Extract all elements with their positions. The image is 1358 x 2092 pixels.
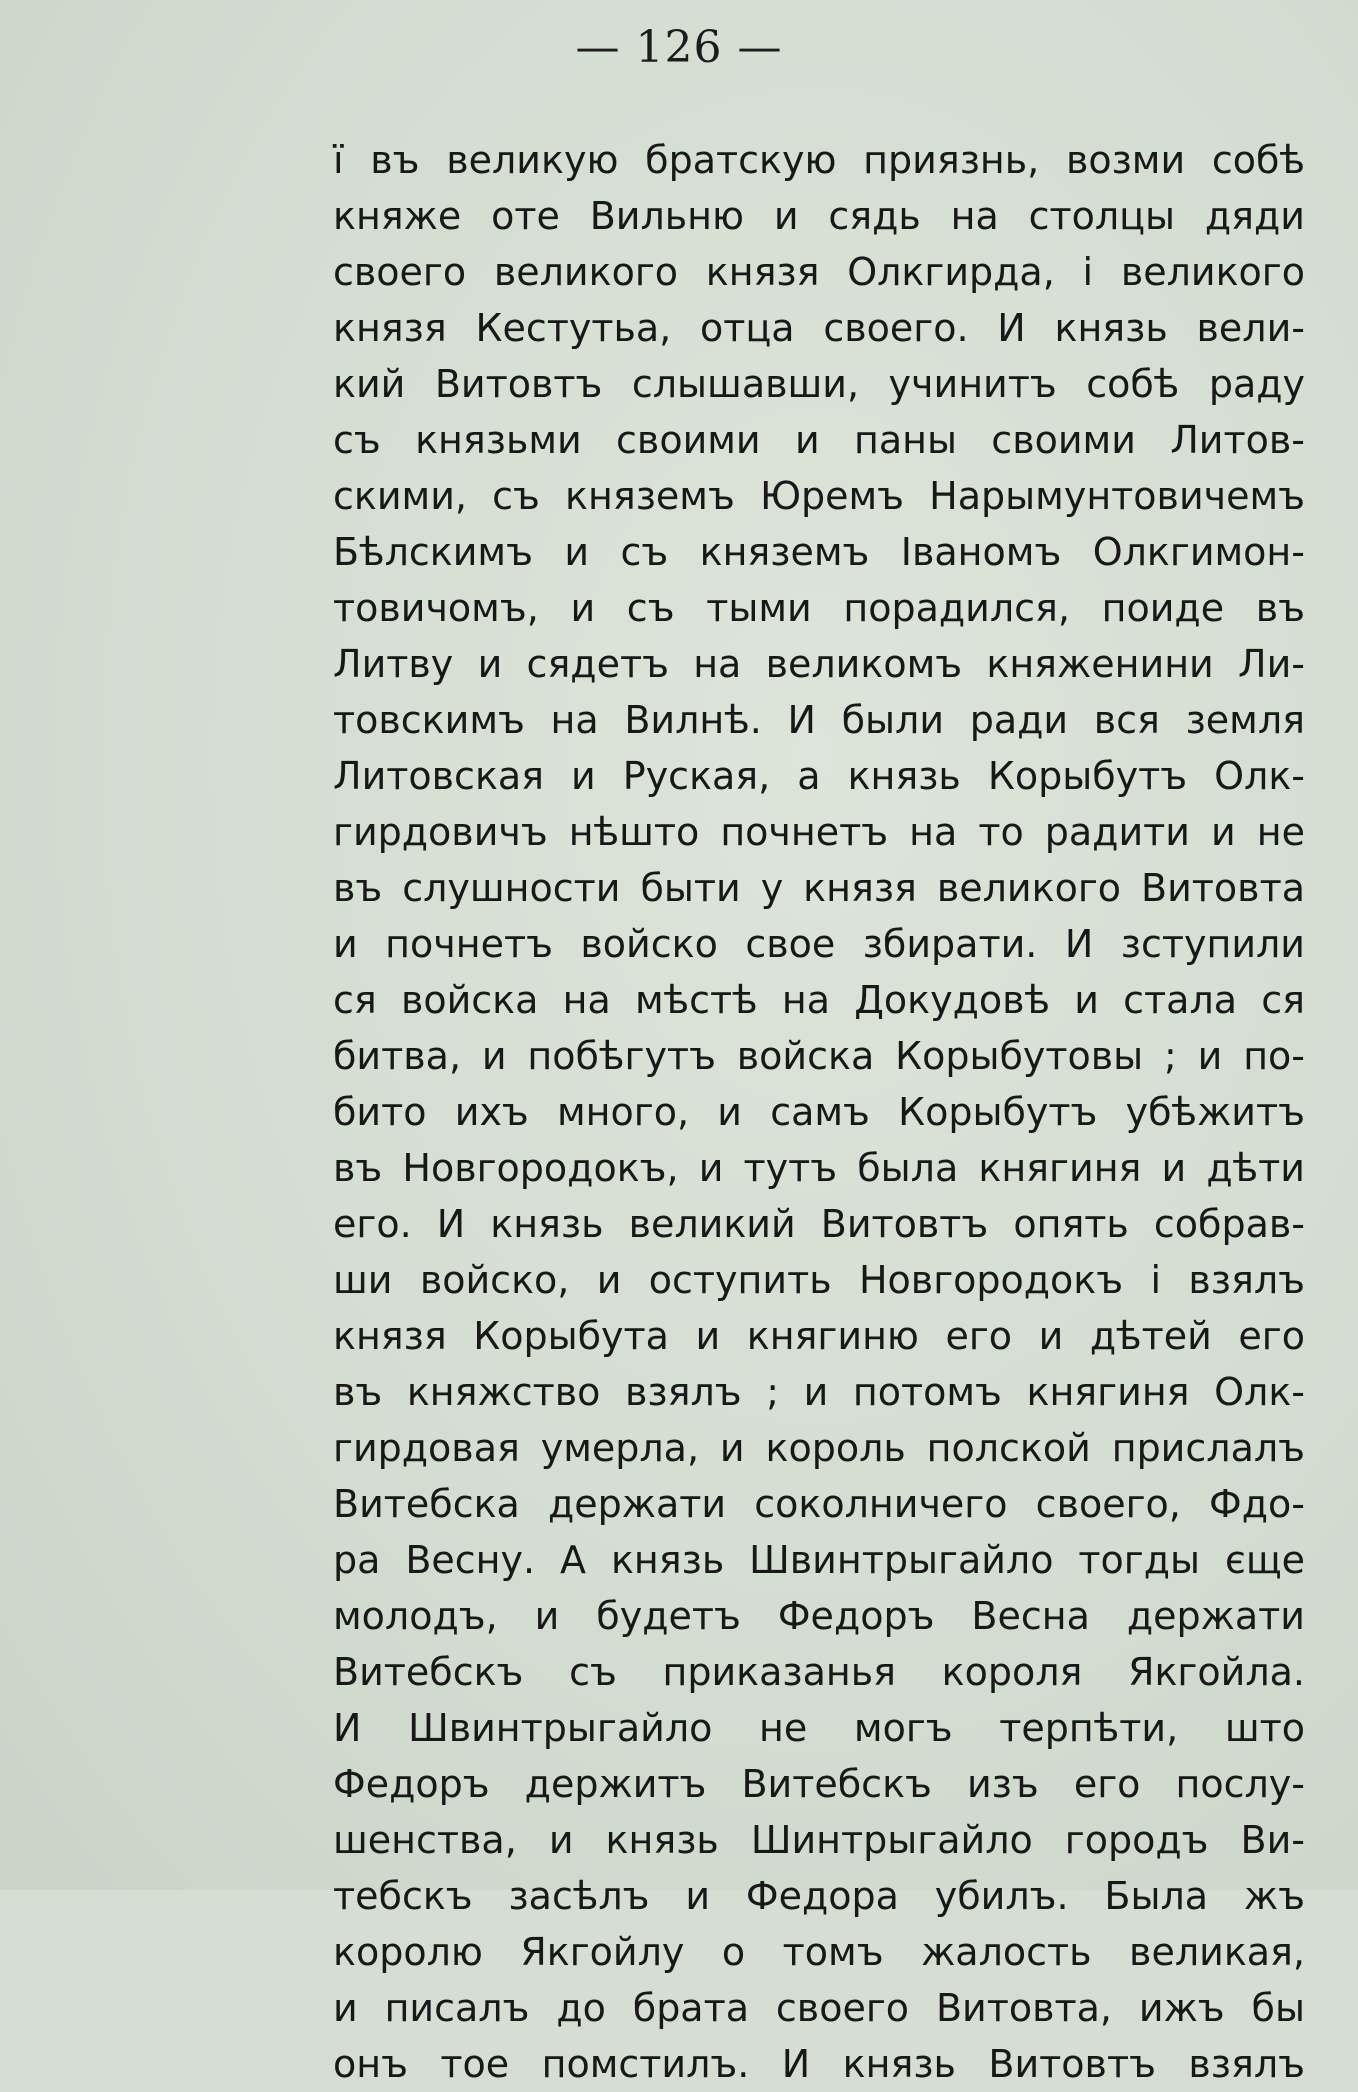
text-line: съ князьми своими и паны своими Литов- [333, 418, 1305, 462]
page-number: — 126 — [575, 22, 783, 73]
text-line: гирдовичъ нѣшто почнетъ на то радити и не [333, 810, 1305, 854]
text-line: ся войска на мѣстѣ на Докудовѣ и стала ся [333, 978, 1305, 1022]
text-line: гирдовая умерла, и король полской прислалъ [333, 1426, 1305, 1470]
text-line: кий Витовтъ слышавши, учинитъ собѣ раду [333, 362, 1305, 406]
text-line: Литву и сядетъ на великомъ княженини Ли- [333, 642, 1305, 686]
text-line: скими, съ княземъ Юремъ Нарымунтовичемъ [333, 474, 1305, 518]
text-line: ши войско, и оступить Новгородокъ і взялъ [333, 1258, 1305, 1302]
text-line: его. И князь великий Витовтъ опять собрав- [333, 1202, 1305, 1246]
text-line: тебскъ засѣлъ и Федора убилъ. Была жъ [333, 1874, 1305, 1918]
text-line: Витебскъ съ приказанья короля Якгойла. [333, 1650, 1305, 1694]
text-line: И Швинтрыгайло не могъ терпѣти, што [333, 1706, 1305, 1750]
text-line: Федоръ держитъ Витебскъ изъ его послу- [333, 1762, 1305, 1806]
text-line: своего великого князя Олкгирда, і великого [333, 250, 1305, 294]
text-line: въ княжство взялъ ; и потомъ княгиня Олк- [333, 1370, 1305, 1414]
text-line: князя Кестутьа, отца своего. И князь вели- [333, 306, 1305, 350]
text-line: Бѣлскимъ и съ княземъ Іваномъ Олкгимон- [333, 530, 1305, 574]
text-line: товичомъ, и съ тыми порадился, поиде въ [333, 586, 1305, 630]
text-line: бито ихъ много, и самъ Корыбутъ убѣжитъ [333, 1090, 1305, 1134]
text-line: княже оте Вильню и сядь на столцы дяди [333, 194, 1305, 238]
text-line: въ слушности быти у князя великого Витовта [333, 866, 1305, 910]
text-line: и писалъ до брата своего Витовта, ижъ бы [333, 1986, 1305, 2030]
text-line: молодъ, и будетъ Федоръ Весна держати [333, 1594, 1305, 1638]
text-line: ра Весну. А князь Швинтрыгайло тогды єще [333, 1538, 1305, 1582]
text-line: Витебска держати соколничего своего, Фдо- [333, 1482, 1305, 1526]
text-line: шенства, и князь Шинтрыгайло городъ Ви- [333, 1818, 1305, 1862]
text-line: товскимъ на Вилнѣ. И были ради вся земля [333, 698, 1305, 742]
text-line: въ Новгородокъ, и тутъ была княгиня и дѣти [333, 1146, 1305, 1190]
text-line: онъ тое помстилъ. И князь Витовтъ взялъ [333, 2042, 1305, 2086]
text-line: князя Корыбута и княгиню его и дѣтей его [333, 1314, 1305, 1358]
text-line: битва, и побѣгутъ войска Корыбутовы ; и по- [333, 1034, 1305, 1078]
body-text [333, 132, 1305, 2092]
text-line: и почнетъ войско свое збирати. И зступили [333, 922, 1305, 966]
text-line: королю Якгойлу о томъ жалость великая, [333, 1930, 1305, 1974]
text-line: Литовская и Руская, а князь Корыбутъ Олк- [333, 754, 1305, 798]
text-line: ї въ великую братскую приязнь, возми собѣ [333, 138, 1305, 182]
